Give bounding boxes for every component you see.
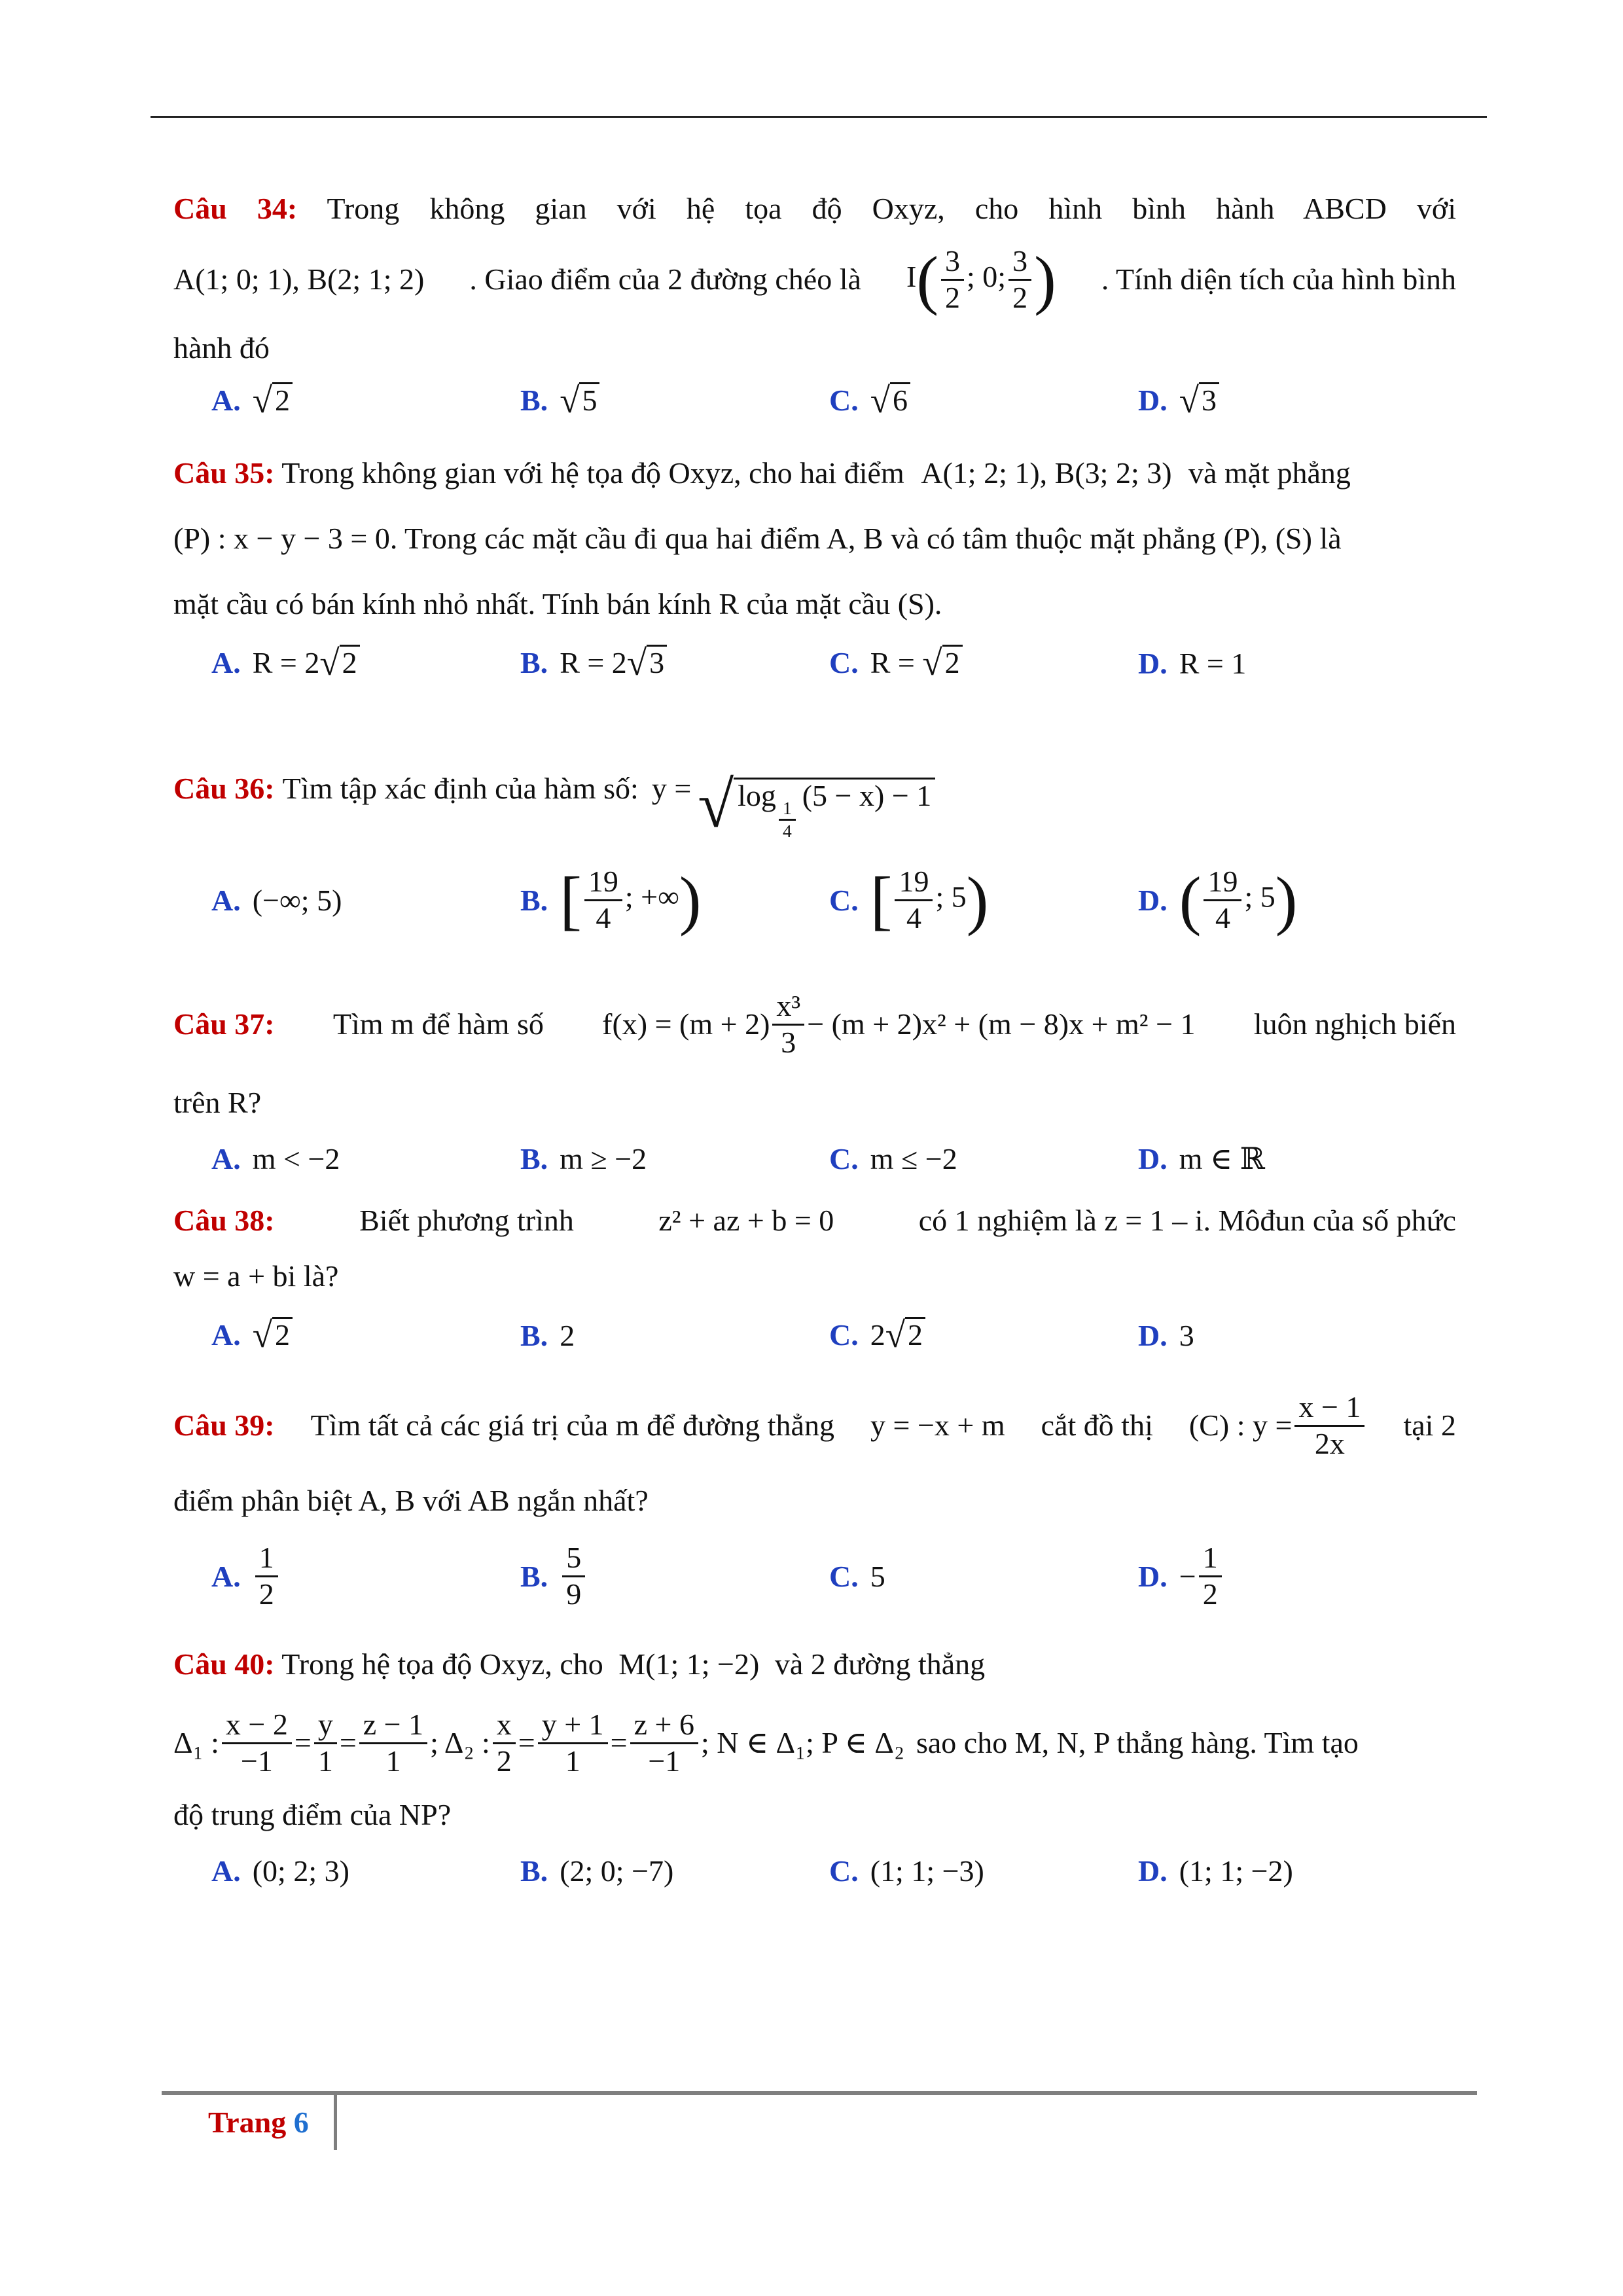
question-text: cắt đồ thị (1041, 1408, 1153, 1442)
question-text: sao cho M, N, P thẳng hàng. Tìm tạo (916, 1725, 1359, 1759)
question-text: Trong không gian với hệ tọa độ Oxyz, cho hình bình hành ABCD với (327, 192, 1457, 225)
plane-equation: (P) : x − y − 3 = 0 (173, 522, 390, 555)
option-b[interactable]: B. [ $\frac{19}{4}$ ; +∞) (520, 863, 702, 937)
option-b[interactable]: B. √ 5 (520, 382, 829, 418)
footer-rule (162, 2091, 1477, 2095)
question-text: Trong hệ tọa độ Oxyz, cho (281, 1647, 603, 1681)
page-number: 6 (293, 2106, 309, 2139)
question-text: độ trung điểm của NP? (173, 1798, 452, 1831)
sqrt: √ 2 (253, 382, 293, 418)
question-number: Câu 39: (173, 1408, 275, 1442)
answer-options (211, 634, 1456, 692)
question-number: Câu 40: (173, 1647, 275, 1681)
point-i: I( $\frac{3}{2}$ ; 0; $\frac{3}{2}$ ) (906, 242, 1056, 316)
complex-number: w = a + bi (173, 1259, 296, 1293)
option-a[interactable]: A. (0; 2; 3) (211, 1854, 349, 1888)
question-text: luôn nghịch biến (1253, 1007, 1456, 1041)
question-text: . Giao điểm của 2 đường chéo là (469, 262, 861, 296)
question-39 (173, 1380, 1456, 1622)
sqrt: √ 5 (560, 382, 599, 418)
question-38 (173, 1191, 1456, 1368)
page-footer (208, 2093, 309, 2152)
option-a[interactable]: A. m < −2 (211, 1141, 340, 1175)
option-d[interactable]: D. ( $\frac{19}{4}$ ; 5) (1138, 863, 1298, 937)
option-b[interactable]: B. (2; 0; −7) (520, 1854, 674, 1888)
question-text: Tìm m để hàm số (332, 1007, 544, 1041)
option-a[interactable]: A. √ 2 (211, 1317, 520, 1353)
question-text: tại 2 (1403, 1408, 1456, 1442)
function-formula: y = √ log $\frac{1}{4}$ (5 − x) − 1 (652, 766, 935, 844)
line-delta-2: ; Δ₂ : $\frac{x}{2}$ = $\frac{y + 1}{1}$ = $\frac{z + 6}{-1}$ (430, 1708, 701, 1779)
question-text: và mặt phẳng (1188, 456, 1351, 490)
option-b[interactable]: B. 2 (520, 1318, 575, 1352)
question-text: có 1 nghiệm là z = 1 – i. Môđun của số phức (918, 1203, 1456, 1237)
option-c[interactable]: C. R = √ 2 (829, 645, 1138, 681)
question-text: mặt cầu có bán kính nhỏ nhất. Tính bán kính R của mặt cầu (S). (173, 587, 942, 620)
question-number: Câu 38: (173, 1203, 275, 1237)
option-d[interactable]: D. √ 3 (1138, 382, 1447, 418)
option-d[interactable]: D. 3 (1138, 1318, 1194, 1352)
question-number: Câu 35: (173, 456, 275, 490)
option-d[interactable]: D. m ∈ ℝ (1138, 1141, 1265, 1175)
option-c[interactable]: C. 2 √ 2 (829, 1317, 1138, 1353)
question-text: Tìm tập xác định của hàm số: (282, 772, 639, 805)
option-d[interactable]: D. R = 1 (1138, 646, 1247, 680)
line-equation: y = −x + m (870, 1408, 1005, 1442)
option-d[interactable]: D. − $\frac{1}{2}$ (1138, 1541, 1447, 1612)
question-text: là? (303, 1259, 339, 1293)
question-text: . Trong các mặt cầu đi qua hai điểm A, B và có tâm thuộc mặt phẳng (P), (S) là (389, 522, 1342, 555)
answer-options (211, 1302, 1456, 1368)
question-35 (173, 444, 1456, 692)
question-text: . Tính diện tích của hình bình (1101, 262, 1456, 296)
sqrt: √ 3 (1179, 382, 1219, 418)
header-rule (151, 116, 1487, 118)
option-a[interactable]: A. R = 2 √ 2 (211, 645, 520, 681)
equation: z² + az + b = 0 (658, 1203, 834, 1237)
option-b[interactable]: B. m ≥ −2 (520, 1141, 647, 1175)
option-b[interactable]: B. R = 2 √ 3 (520, 645, 829, 681)
answer-options (211, 1844, 1456, 1897)
question-40 (173, 1628, 1456, 1897)
question-text: điểm phân biệt A, B với AB ngắn nhất? (173, 1484, 649, 1517)
question-text: và 2 đường thẳng (774, 1647, 986, 1681)
answer-options (211, 1132, 1456, 1185)
option-c[interactable]: C. m ≤ −2 (829, 1141, 957, 1175)
question-text: Trong không gian với hệ tọa độ Oxyz, cho hai điểm (281, 456, 904, 490)
answer-options (211, 374, 1456, 427)
condition: ; N ∈ Δ₁; P ∈ Δ₂ (700, 1725, 904, 1759)
curve-equation: (C) : y = $\frac{x - 1}{2x}$ (1189, 1390, 1368, 1462)
point-m: M(1; 1; −2) (618, 1647, 760, 1681)
footer-divider (334, 2095, 337, 2150)
question-37 (173, 975, 1456, 1185)
line-delta-1: Δ₁ : $\frac{x - 2}{-1}$ = $\frac{y}{1}$ = $\frac{z - 1}{1}$ (173, 1708, 430, 1779)
option-a[interactable]: A. (−∞; 5) (211, 883, 342, 917)
question-34 (173, 188, 1456, 427)
option-c[interactable]: C. (1; 1; −3) (829, 1854, 984, 1888)
option-a[interactable]: A. √ 2 (211, 382, 520, 418)
question-text: Biết phương trình (359, 1203, 574, 1237)
option-c[interactable]: C. √ 6 (829, 382, 1138, 418)
question-text: hành đó (173, 331, 270, 365)
option-a[interactable]: A. $\frac{1}{2}$ (211, 1541, 520, 1612)
question-text: trên R? (173, 1086, 262, 1119)
answer-options (211, 1530, 1456, 1622)
option-c[interactable]: C. [ $\frac{19}{4}$ ; 5) (829, 863, 989, 937)
question-text: Tìm tất cả các giá trị của m để đường thẳng (310, 1408, 834, 1442)
option-d[interactable]: D. (1; 1; −2) (1138, 1854, 1293, 1888)
question-number: Câu 34: (173, 192, 298, 225)
sqrt: √ 6 (870, 382, 910, 418)
points: A(1; 0; 1), B(2; 1; 2) (173, 262, 425, 296)
option-b[interactable]: B. $\frac{5}{9}$ (520, 1541, 829, 1612)
function-formula: f(x) = (m + 2) $\frac{\text{x³}}{3}$ − (m + 2)x² + (m − 8)x + m² − 1 (602, 988, 1196, 1059)
footer-label: Trang (208, 2106, 287, 2139)
points: A(1; 2; 1), B(3; 2; 3) (921, 456, 1172, 490)
question-number: Câu 37: (173, 1007, 275, 1041)
question-36 (173, 766, 1456, 942)
option-c[interactable]: C. 5 (829, 1559, 885, 1593)
question-number: Câu 36: (173, 772, 275, 805)
answer-options (211, 857, 1456, 942)
